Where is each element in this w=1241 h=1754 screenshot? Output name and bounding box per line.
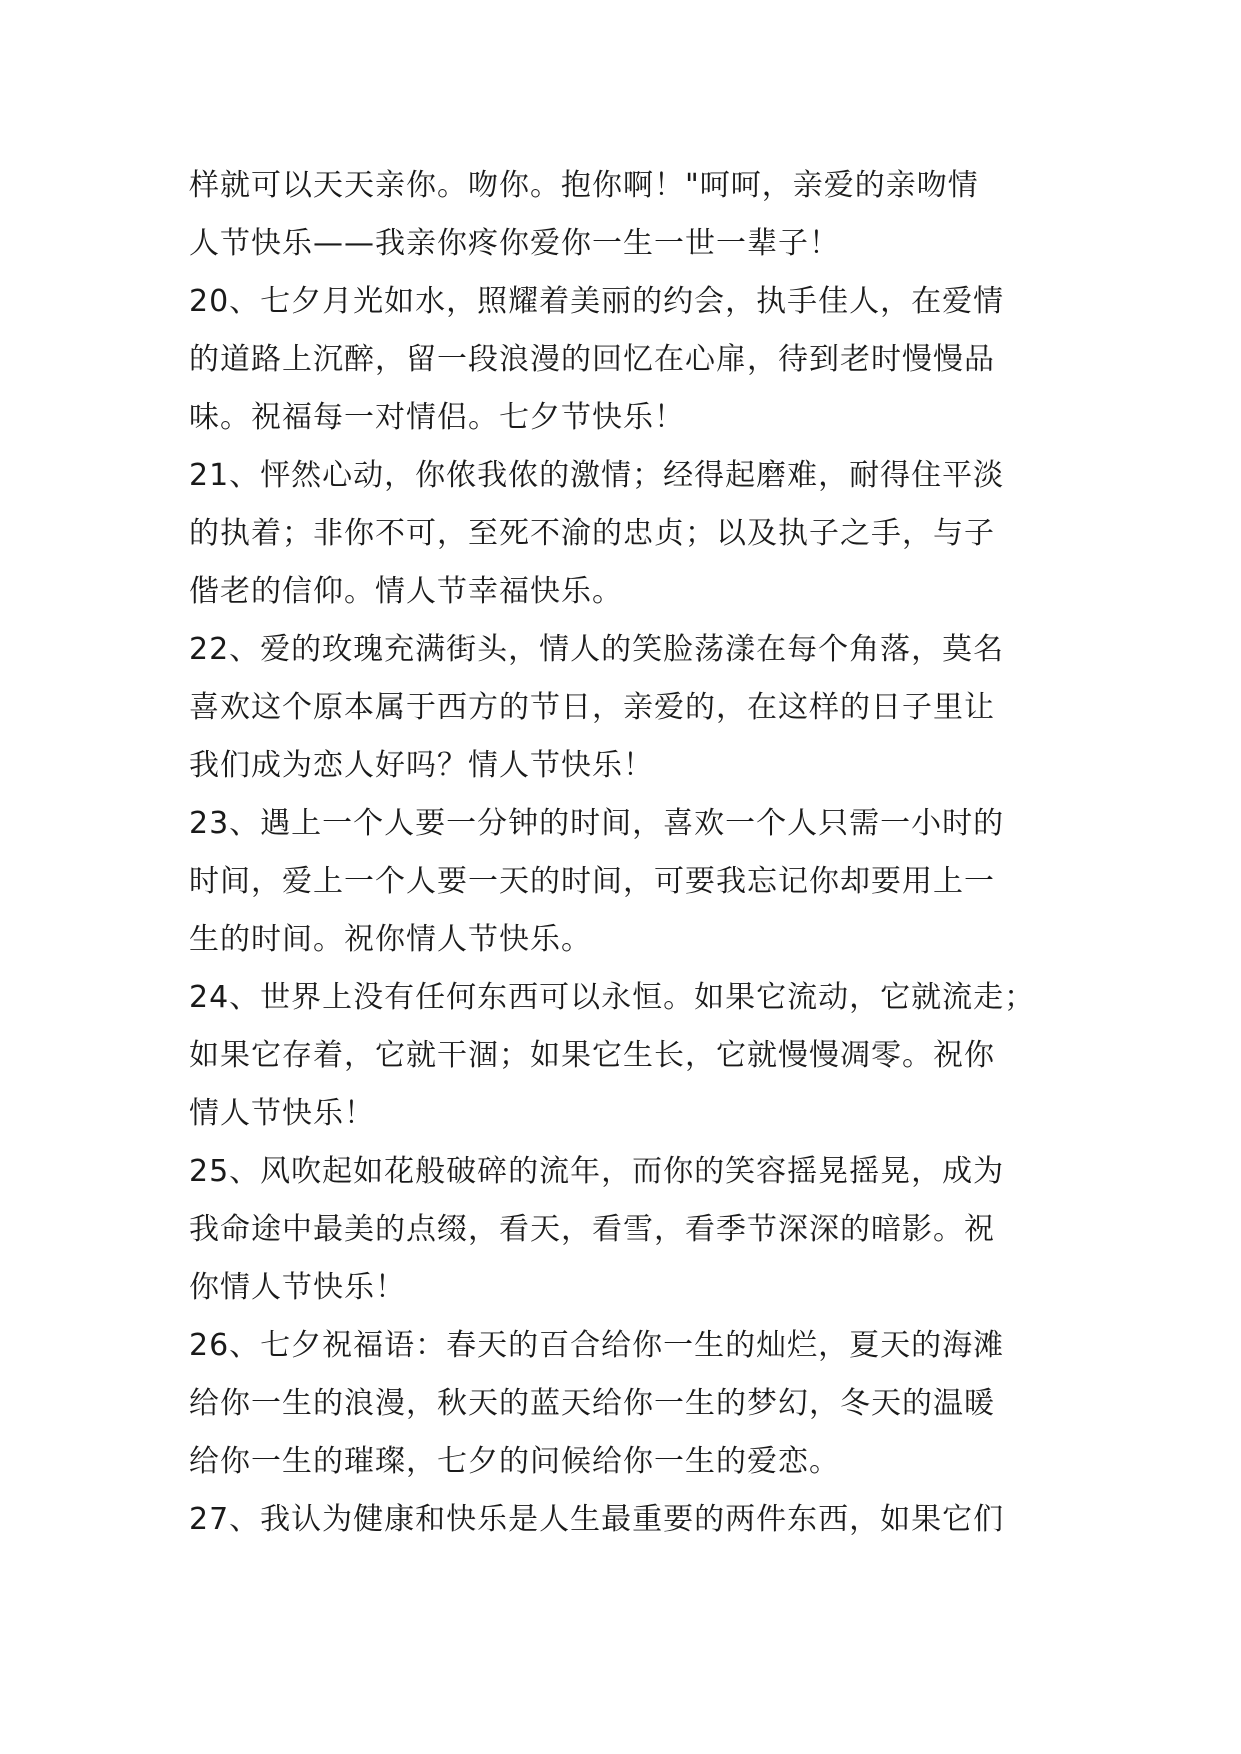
text-line: 生的时间。祝你情人节快乐。 bbox=[189, 922, 592, 957]
text-line: 我们成为恋人好吗？情人节快乐！ bbox=[189, 748, 654, 783]
body-text bbox=[189, 157, 1054, 1549]
text-line: 26、七夕祝福语：春天的百合给你一生的灿烂，夏天的海滩 bbox=[189, 1328, 1005, 1363]
text-line: 偕老的信仰。情人节幸福快乐。 bbox=[189, 574, 623, 609]
text-line: 喜欢这个原本属于西方的节日，亲爱的，在这样的日子里让 bbox=[189, 690, 995, 725]
text-line: 20、七夕月光如水，照耀着美丽的约会，执手佳人，在爱情 bbox=[189, 284, 1005, 319]
text-line: 23、遇上一个人要一分钟的时间，喜欢一个人只需一小时的 bbox=[189, 806, 1005, 841]
text-line: 时间，爱上一个人要一天的时间，可要我忘记你却要用上一 bbox=[189, 864, 995, 899]
text-line: 如果它存着，它就干涸；如果它生长，它就慢慢凋零。祝你 bbox=[189, 1038, 995, 1073]
text-line: 27、我认为健康和快乐是人生最重要的两件东西，如果它们 bbox=[189, 1502, 1005, 1537]
text-line: 24、世界上没有任何东西可以永恒。如果它流动，它就流走； bbox=[189, 980, 1036, 1015]
text-line: 给你一生的璀璨，七夕的问候给你一生的爱恋。 bbox=[189, 1444, 840, 1479]
text-line: 你情人节快乐！ bbox=[189, 1270, 406, 1305]
text-line: 25、风吹起如花般破碎的流年，而你的笑容摇晃摇晃，成为 bbox=[189, 1154, 1005, 1189]
text-line: 21、怦然心动，你侬我侬的激情；经得起磨难，耐得住平淡 bbox=[189, 458, 1005, 493]
text-line: 情人节快乐！ bbox=[189, 1096, 375, 1131]
text-line: 人节快乐——我亲你疼你爱你一生一世一辈子！ bbox=[189, 226, 840, 261]
text-line: 味。祝福每一对情侣。七夕节快乐！ bbox=[189, 400, 685, 435]
text-line: 的执着；非你不可，至死不渝的忠贞；以及执子之手，与子 bbox=[189, 516, 995, 551]
text-line: 我命途中最美的点缀，看天，看雪，看季节深深的暗影。祝 bbox=[189, 1212, 995, 1247]
text-line: 给你一生的浪漫，秋天的蓝天给你一生的梦幻，冬天的温暖 bbox=[189, 1386, 995, 1421]
text-line: 样就可以天天亲你。吻你。抱你啊！"呵呵，亲爱的亲吻情 bbox=[189, 168, 979, 203]
text-line: 22、爱的玫瑰充满街头，情人的笑脸荡漾在每个角落，莫名 bbox=[189, 632, 1005, 667]
text-line: 的道路上沉醉，留一段浪漫的回忆在心扉，待到老时慢慢品 bbox=[189, 342, 995, 377]
